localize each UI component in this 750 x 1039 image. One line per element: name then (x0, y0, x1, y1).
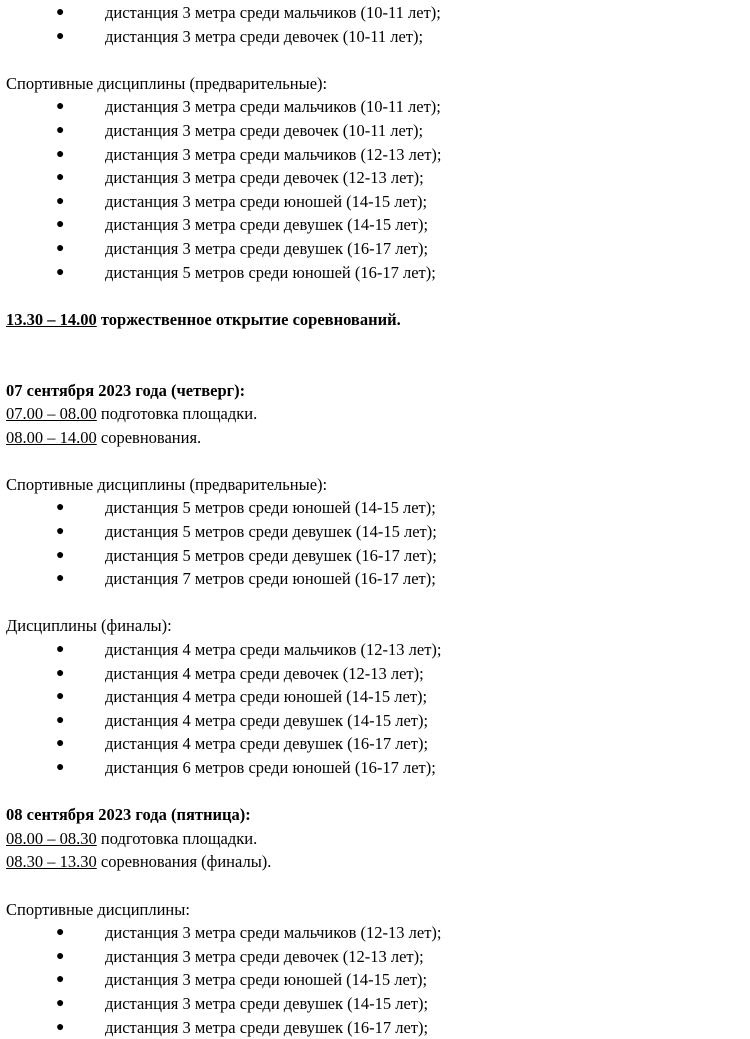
document-page (6, 1, 744, 1039)
list-item: ● дистанция 3 метра среди девушек (14-15 лет); (6, 213, 744, 237)
section-heading: Спортивные дисциплины (предварительные): (6, 73, 328, 93)
schedule-line: 08.30 – 13.30 соревнования (финалы). (6, 852, 272, 872)
list-item: ● дистанция 5 метров среди юношей (16-17 лет); (6, 261, 744, 285)
prelim-discipline-list (6, 496, 744, 590)
bullet-icon: ● (56, 760, 65, 775)
list-item: ● дистанция 3 метра среди девушек (16-17 лет); (6, 237, 744, 261)
bullet-icon: ● (56, 193, 65, 209)
bullet-icon: ● (56, 642, 65, 658)
list-item: ● дистанция 3 метра среди девочек (12-13 лет); (6, 166, 744, 190)
list-item: ● дистанция 4 метра среди девочек (12-13 лет); (6, 662, 744, 686)
opening-ceremony: 13.30 – 14.00 торжественное открытие соревнований. (6, 309, 401, 329)
bullet-icon: ● (56, 736, 65, 752)
bullet-icon: ● (56, 217, 65, 233)
bullet-icon: ● (56, 995, 65, 1011)
prelim-discipline-list (6, 95, 744, 284)
schedule-line: 08.00 – 08.30 подготовка площадки. (6, 828, 258, 848)
list-item: ● дистанция 3 метра среди юношей (14-15 лет); (6, 968, 744, 992)
bullet-icon: ● (56, 925, 65, 941)
schedule-line: 08.00 – 14.00 соревнования. (6, 427, 202, 447)
section-heading: Дисциплины (финалы): (6, 616, 172, 636)
bullet-icon: ● (56, 571, 65, 587)
bullet-icon: ● (56, 948, 65, 964)
schedule-line: 07.00 – 08.00 подготовка площадки. (6, 404, 258, 424)
bullet-icon: ● (56, 122, 65, 138)
bullet-icon: ● (56, 99, 65, 115)
section-heading: Спортивные дисциплины: (6, 899, 190, 919)
bullet-icon: ● (56, 524, 65, 540)
time-range: 13.30 – 14.00 (6, 309, 97, 329)
day-title: 08 сентября 2023 года (пятница): (6, 805, 251, 825)
bullet-icon: ● (56, 28, 65, 44)
bullet-icon: ● (56, 500, 65, 516)
list-item: ● дистанция 3 метра среди девочек (12-13 лет); (6, 945, 744, 969)
list-item: ● дистанция 5 метров среди девушек (16-17 лет); (6, 544, 744, 568)
list-item: ● дистанция 3 метра среди девочек (10-11 лет); (6, 119, 744, 143)
bullet-icon: ● (56, 689, 65, 705)
bullet-icon: ● (56, 264, 65, 280)
list-item: ● дистанция 4 метра среди девушек (14-15 лет); (6, 709, 744, 733)
top-discipline-list (6, 1, 744, 48)
finals-discipline-list (6, 638, 744, 780)
list-item: ● дистанция 3 метра среди девушек (14-15 лет); (6, 992, 744, 1016)
time-range: 07.00 – 08.00 (6, 404, 97, 424)
bullet-icon: ● (56, 240, 65, 256)
bullet-icon: ● (56, 5, 65, 20)
bullet-icon: ● (56, 712, 65, 728)
time-range: 08.00 – 14.00 (6, 427, 97, 447)
list-item: ● дистанция 5 метров среди девушек (14-15 лет); (6, 520, 744, 544)
list-item: ● дистанция 4 метра среди юношей (14-15 лет); (6, 685, 744, 709)
list-item: ● дистанция 3 метра среди девушек (16-17 лет); (6, 1016, 744, 1039)
bullet-icon: ● (56, 972, 65, 988)
time-range: 08.30 – 13.30 (6, 852, 97, 872)
list-item: ● дистанция 4 метра среди девушек (16-17 лет); (6, 732, 744, 756)
bullet-icon: ● (56, 170, 65, 186)
list-item: ● дистанция 6 метров среди юношей (16-17 лет); (6, 756, 744, 780)
bullet-icon: ● (56, 146, 65, 162)
bullet-icon: ● (56, 1019, 65, 1035)
list-item: ● дистанция 3 метра среди мальчиков (12-13 лет); (6, 921, 744, 945)
list-item: ● дистанция 3 метра среди мальчиков (10-11 лет); (6, 95, 744, 119)
list-item: ● дистанция 4 метра среди мальчиков (12-13 лет); (6, 638, 744, 662)
day-title: 07 сентября 2023 года (четверг): (6, 380, 246, 400)
time-range: 08.00 – 08.30 (6, 828, 97, 848)
list-item: ● дистанция 3 метра среди девочек (10-11 лет); (6, 25, 744, 49)
bullet-icon: ● (56, 547, 65, 563)
final-discipline-list (6, 921, 744, 1039)
list-item: ● дистанция 3 метра среди мальчиков (10-11 лет); (6, 1, 744, 25)
bullet-icon: ● (56, 665, 65, 681)
section-heading: Спортивные дисциплины (предварительные): (6, 474, 328, 494)
list-item: ● дистанция 3 метра среди мальчиков (12-13 лет); (6, 143, 744, 167)
list-item: ● дистанция 3 метра среди юношей (14-15 лет); (6, 190, 744, 214)
list-item: ● дистанция 7 метров среди юношей (16-17 лет); (6, 567, 744, 591)
list-item: ● дистанция 5 метров среди юношей (14-15 лет); (6, 496, 744, 520)
